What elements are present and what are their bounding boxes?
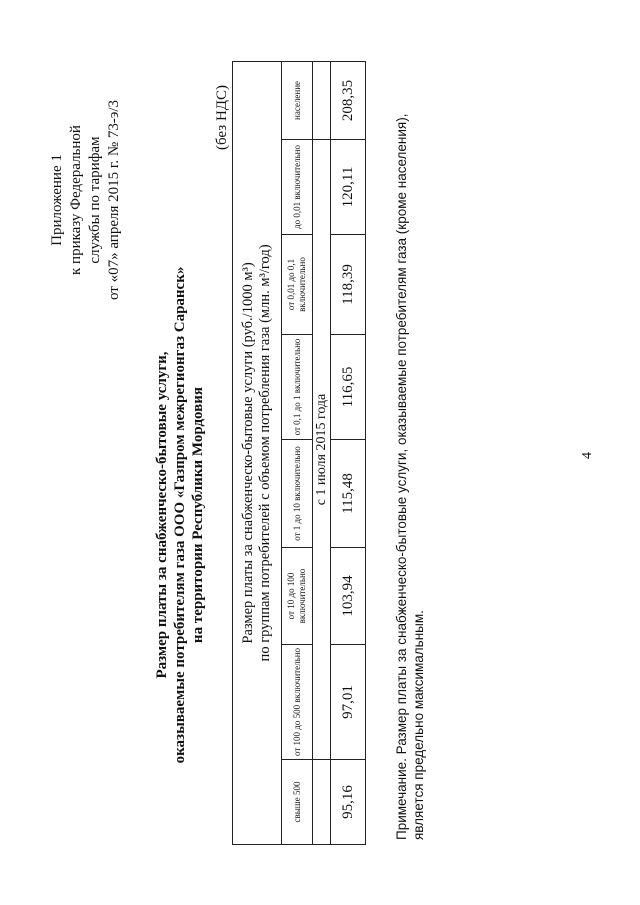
appendix-line: к приказу Федеральной [68,125,84,275]
value-cell: 116,65 [331,335,366,440]
document-title [153,225,207,805]
value-cell: 208,35 [331,61,366,139]
subheader-text: по группам потребителей с объемом потребления газа (млн. м³/год) [257,244,273,662]
column-header: от 0,1 до 1 включительно [282,335,313,440]
title-line: на территории Республики Мордовия [190,386,206,644]
title-line: оказываемые потребителям газа ООО «Газпром межрегионгаз Саранск» [172,266,188,764]
column-header: от 1 до 10 включительно [282,440,313,548]
blank-cell [313,760,331,845]
title-line: Размер платы за снабженческо-бытовые услуги, [154,351,170,679]
appendix-header [48,70,124,330]
column-header: до 0,01 включительно [282,140,313,235]
vat-note: (без НДС) [214,84,230,150]
appendix-line: Приложение 1 [49,154,65,246]
period-cell: с 1 июля 2015 года [313,140,331,760]
column-header: свыше 500 [282,760,313,845]
page-number: 4 [580,452,595,459]
header-text: Размер платы за снабженческо-бытовые услуги (руб./1000 м³) [240,262,256,644]
value-cell: 115,48 [331,440,366,548]
column-header: население [282,61,313,139]
column-header: от 0,01 до 0,1 включительно [282,235,313,335]
column-header: от 10 до 100 включительно [282,548,313,645]
footnote: Примечание. Размер платы за снабженческо-бытовые услуги, оказываемые потребителям газа (кроме населения), является предельно максимальным. [394,113,426,840]
tariff-table [232,61,366,845]
appendix-line: службы по тарифам [87,136,103,264]
value-cell: 103,94 [331,548,366,645]
value-cell: 120,11 [331,140,366,235]
table-header [233,61,282,844]
blank-cell [313,61,331,139]
value-cell: 118,39 [331,235,366,335]
value-cell: 97,01 [331,645,366,760]
column-header: от 100 до 500 включительно [282,645,313,760]
appendix-line: от «07» апреля 2015 г. № 73-э/3 [106,100,122,301]
value-cell: 95,16 [331,760,366,845]
